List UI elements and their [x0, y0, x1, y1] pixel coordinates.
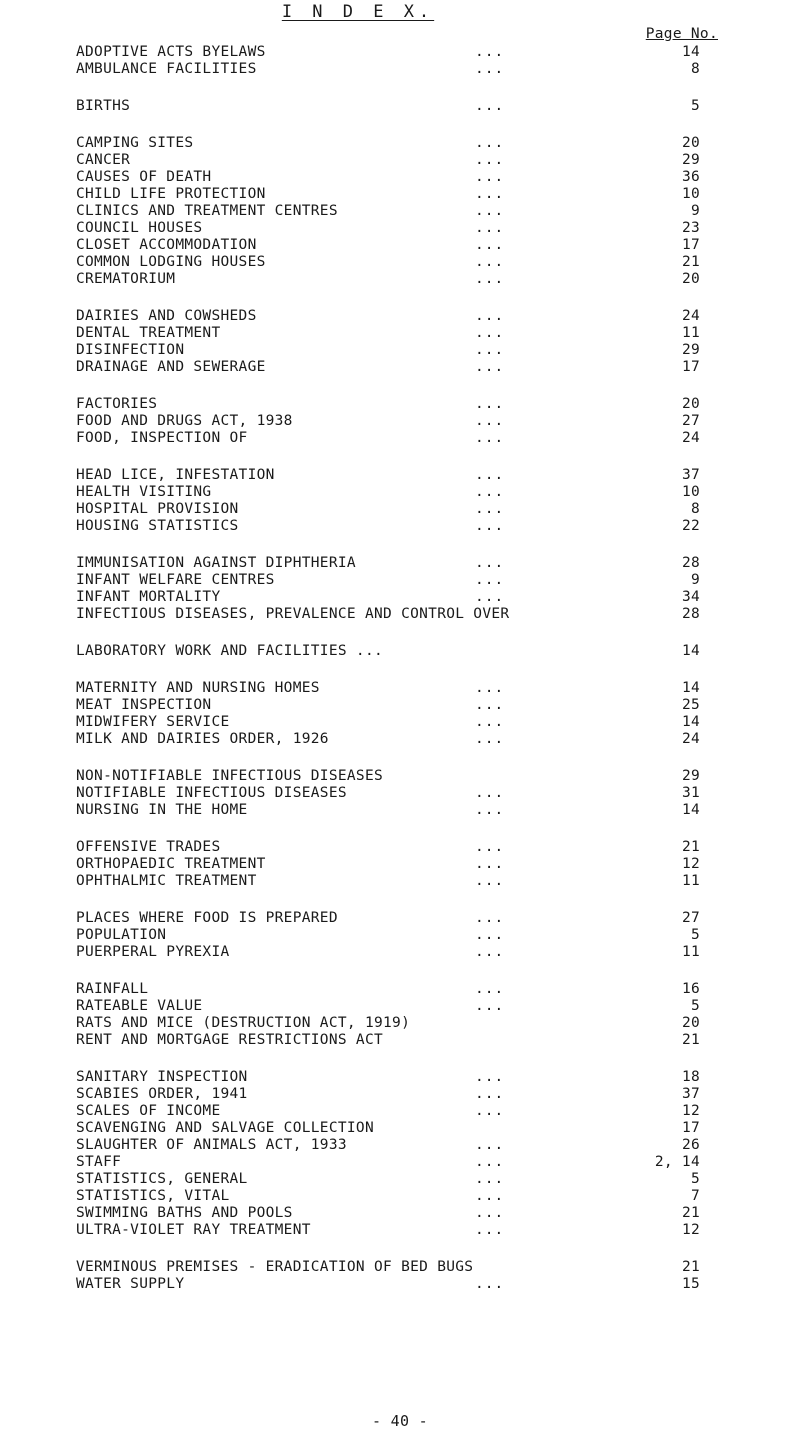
index-entry-leader: ...	[475, 910, 505, 926]
index-entry-name: DAIRIES AND COWSHEDS	[76, 308, 257, 324]
index-entry	[0, 1222, 800, 1239]
index-entry-name: INFANT WELFARE CENTRES	[76, 572, 275, 588]
index-entry	[0, 927, 800, 944]
index-entry	[0, 572, 800, 589]
index-entry-leader: ...	[475, 44, 505, 60]
index-entry-page: 24	[681, 430, 700, 446]
index-entry-page: 28	[681, 555, 700, 571]
index-entry-name: MIDWIFERY SERVICE	[76, 714, 230, 730]
index-entry-page: 10	[681, 186, 700, 202]
index-group	[0, 680, 800, 748]
index-entry-leader: ...	[475, 169, 505, 185]
index-group	[0, 467, 800, 535]
index-entries	[0, 44, 800, 1313]
index-entry-leader: ...	[475, 1188, 505, 1204]
index-entry-page: 21	[681, 1205, 700, 1221]
index-entry-page: 7	[690, 1188, 700, 1204]
index-entry-leader: ...	[475, 856, 505, 872]
index-entry-page: 10	[681, 484, 700, 500]
index-entry-name: CHILD LIFE PROTECTION	[76, 186, 266, 202]
index-entry	[0, 325, 800, 342]
index-entry	[0, 186, 800, 203]
index-entry-page: 17	[681, 1120, 700, 1136]
index-entry-name: NOTIFIABLE INFECTIOUS DISEASES	[76, 785, 347, 801]
index-entry-page: 34	[681, 589, 700, 605]
index-entry	[0, 1259, 800, 1276]
index-entry-page: 21	[681, 1032, 700, 1048]
index-entry-page: 21	[681, 254, 700, 270]
index-entry-leader: ...	[475, 308, 505, 324]
index-entry-leader: ...	[475, 271, 505, 287]
index-entry-leader: ...	[475, 237, 505, 253]
index-entry-page: 11	[681, 944, 700, 960]
index-entry-name: HEAD LICE, INFESTATION	[76, 467, 275, 483]
index-entry	[0, 944, 800, 961]
index-entry	[0, 484, 800, 501]
index-entry	[0, 981, 800, 998]
index-entry-page: 17	[681, 359, 700, 375]
index-entry-page: 23	[681, 220, 700, 236]
index-entry-leader: ...	[475, 61, 505, 77]
index-entry-name: DISINFECTION	[76, 342, 185, 358]
index-entry	[0, 1015, 800, 1032]
index-entry	[0, 135, 800, 152]
index-entry-page: 20	[681, 396, 700, 412]
index-entry-page: 26	[681, 1137, 700, 1153]
index-entry-leader: ...	[475, 1103, 505, 1119]
index-entry-name: LABORATORY WORK AND FACILITIES ...	[76, 643, 384, 659]
index-entry-leader: ...	[475, 697, 505, 713]
index-entry-leader: ...	[475, 680, 505, 696]
index-entry-page: 14	[681, 44, 700, 60]
index-entry-leader: ...	[475, 555, 505, 571]
index-entry-page: 14	[681, 643, 700, 659]
index-entry	[0, 555, 800, 572]
index-entry-name: CANCER	[76, 152, 131, 168]
index-entry-name: MEAT INSPECTION	[76, 697, 212, 713]
page-number-column-header: Page No.	[645, 26, 718, 42]
index-entry-name: RATS AND MICE (DESTRUCTION ACT, 1919)	[76, 1015, 411, 1031]
index-entry	[0, 203, 800, 220]
index-group	[0, 910, 800, 961]
index-entry	[0, 342, 800, 359]
index-entry-name: MILK AND DAIRIES ORDER, 1926	[76, 731, 329, 747]
index-entry-name: WATER SUPPLY	[76, 1276, 185, 1292]
index-entry-leader: ...	[475, 501, 505, 517]
index-group	[0, 768, 800, 819]
index-entry-page: 37	[681, 467, 700, 483]
index-entry-page: 20	[681, 135, 700, 151]
index-entry-page: 15	[681, 1276, 700, 1292]
index-entry-leader: ...	[475, 572, 505, 588]
index-entry-name: SCAVENGING AND SALVAGE COLLECTION	[76, 1120, 374, 1136]
index-entry-page: 29	[681, 342, 700, 358]
index-entry-page: 8	[690, 61, 700, 77]
index-entry-page: 17	[681, 237, 700, 253]
index-entry	[0, 237, 800, 254]
index-entry-leader: ...	[475, 135, 505, 151]
index-entry-name: STAFF	[76, 1154, 122, 1170]
index-entry	[0, 518, 800, 535]
index-entry-name: POPULATION	[76, 927, 167, 943]
index-group	[0, 555, 800, 623]
index-entry	[0, 680, 800, 697]
index-entry-page: 21	[681, 839, 700, 855]
index-entry-page: 12	[681, 856, 700, 872]
index-entry	[0, 1154, 800, 1171]
index-entry-leader: ...	[475, 467, 505, 483]
index-entry	[0, 1171, 800, 1188]
index-entry	[0, 606, 800, 623]
page-footer-number: - 40 -	[372, 1412, 428, 1430]
index-entry-name: SCABIES ORDER, 1941	[76, 1086, 248, 1102]
index-entry-name: RATEABLE VALUE	[76, 998, 203, 1014]
index-entry-leader: ...	[475, 342, 505, 358]
index-entry-page: 14	[681, 802, 700, 818]
index-entry-leader: ...	[475, 518, 505, 534]
index-entry	[0, 44, 800, 61]
index-entry-name: FACTORIES	[76, 396, 158, 412]
index-entry-page: 16	[681, 981, 700, 997]
index-group	[0, 44, 800, 78]
index-entry-leader: ...	[475, 254, 505, 270]
index-entry-name: CLOSET ACCOMMODATION	[76, 237, 257, 253]
index-entry-leader: ...	[475, 731, 505, 747]
index-entry	[0, 152, 800, 169]
index-entry	[0, 873, 800, 890]
index-entry-leader: ...	[475, 1069, 505, 1085]
index-entry-name: NURSING IN THE HOME	[76, 802, 248, 818]
index-entry-name: RENT AND MORTGAGE RESTRICTIONS ACT	[76, 1032, 384, 1048]
index-entry	[0, 1069, 800, 1086]
index-entry	[0, 1120, 800, 1137]
index-entry-name: DRAINAGE AND SEWERAGE	[76, 359, 266, 375]
index-entry-name: CLINICS AND TREATMENT CENTRES	[76, 203, 338, 219]
index-entry-name: SANITARY INSPECTION	[76, 1069, 248, 1085]
index-entry-name: INFECTIOUS DISEASES, PREVALENCE AND CONTROL OVER	[76, 606, 510, 622]
index-entry	[0, 308, 800, 325]
index-entry	[0, 1188, 800, 1205]
index-entry	[0, 910, 800, 927]
index-entry	[0, 1103, 800, 1120]
index-entry-page: 28	[681, 606, 700, 622]
index-entry-page: 27	[681, 910, 700, 926]
index-entry	[0, 1205, 800, 1222]
index-entry-leader: ...	[475, 1205, 505, 1221]
index-entry-page: 12	[681, 1222, 700, 1238]
index-entry-name: SLAUGHTER OF ANIMALS ACT, 1933	[76, 1137, 347, 1153]
index-entry-name: AMBULANCE FACILITIES	[76, 61, 257, 77]
index-entry-name: INFANT MORTALITY	[76, 589, 221, 605]
index-entry-name: STATISTICS, GENERAL	[76, 1171, 248, 1187]
index-entry	[0, 98, 800, 115]
index-entry-name: OPHTHALMIC TREATMENT	[76, 873, 257, 889]
index-entry-leader: ...	[475, 1276, 505, 1292]
index-entry-leader: ...	[475, 802, 505, 818]
index-entry-name: CREMATORIUM	[76, 271, 176, 287]
index-entry-name: STATISTICS, VITAL	[76, 1188, 230, 1204]
index-entry	[0, 396, 800, 413]
index-entry-leader: ...	[475, 839, 505, 855]
index-group	[0, 643, 800, 660]
index-entry-leader: ...	[475, 430, 505, 446]
index-entry	[0, 589, 800, 606]
index-entry-leader: ...	[475, 1154, 505, 1170]
index-entry-name: CAMPING SITES	[76, 135, 194, 151]
index-entry-name: DENTAL TREATMENT	[76, 325, 221, 341]
index-entry-page: 5	[690, 98, 700, 114]
index-entry-name: SCALES OF INCOME	[76, 1103, 221, 1119]
index-group	[0, 981, 800, 1049]
index-entry-leader: ...	[475, 589, 505, 605]
index-entry-name: HOSPITAL PROVISION	[76, 501, 239, 517]
index-entry-page: 5	[690, 927, 700, 943]
index-entry-page: 11	[681, 873, 700, 889]
index-entry-leader: ...	[475, 981, 505, 997]
index-entry-leader: ...	[475, 1222, 505, 1238]
index-entry-page: 14	[681, 714, 700, 730]
index-entry-page: 24	[681, 308, 700, 324]
index-entry-leader: ...	[475, 1137, 505, 1153]
index-entry-page: 9	[690, 203, 700, 219]
index-group	[0, 98, 800, 115]
index-entry	[0, 768, 800, 785]
index-entry	[0, 169, 800, 186]
index-entry-leader: ...	[475, 484, 505, 500]
index-entry	[0, 413, 800, 430]
index-entry-page: 29	[681, 152, 700, 168]
index-entry-leader: ...	[475, 186, 505, 202]
index-entry-name: HOUSING STATISTICS	[76, 518, 239, 534]
index-entry-page: 5	[690, 998, 700, 1014]
index-entry-leader: ...	[475, 944, 505, 960]
index-entry-page: 29	[681, 768, 700, 784]
index-entry-name: SWIMMING BATHS AND POOLS	[76, 1205, 293, 1221]
index-entry	[0, 61, 800, 78]
index-entry-name: BIRTHS	[76, 98, 131, 114]
index-entry-name: FOOD AND DRUGS ACT, 1938	[76, 413, 293, 429]
index-entry	[0, 1137, 800, 1154]
index-entry-page: 31	[681, 785, 700, 801]
index-group	[0, 839, 800, 890]
index-entry-page: 5	[690, 1171, 700, 1187]
index-entry-page: 21	[681, 1259, 700, 1275]
index-entry-leader: ...	[475, 785, 505, 801]
index-entry-page: 22	[681, 518, 700, 534]
index-entry-page: 20	[681, 271, 700, 287]
index-entry-leader: ...	[475, 203, 505, 219]
index-entry	[0, 430, 800, 447]
index-entry-name: ORTHOPAEDIC TREATMENT	[76, 856, 266, 872]
index-entry-name: CAUSES OF DEATH	[76, 169, 212, 185]
index-entry-page: 2, 14	[654, 1154, 700, 1170]
index-entry-name: COUNCIL HOUSES	[76, 220, 203, 236]
index-entry-leader: ...	[475, 396, 505, 412]
index-entry-name: IMMUNISATION AGAINST DIPHTHERIA	[76, 555, 356, 571]
index-entry-name: PUERPERAL PYREXIA	[76, 944, 230, 960]
index-entry	[0, 220, 800, 237]
index-entry-name: HEALTH VISITING	[76, 484, 212, 500]
index-entry	[0, 1032, 800, 1049]
index-entry-leader: ...	[475, 325, 505, 341]
index-entry-leader: ...	[475, 98, 505, 114]
index-entry-page: 18	[681, 1069, 700, 1085]
index-entry-page: 24	[681, 731, 700, 747]
index-entry-page: 37	[681, 1086, 700, 1102]
index-entry	[0, 697, 800, 714]
index-entry	[0, 714, 800, 731]
index-entry-name: MATERNITY AND NURSING HOMES	[76, 680, 320, 696]
index-entry	[0, 359, 800, 376]
index-entry	[0, 802, 800, 819]
index-entry-name: FOOD, INSPECTION OF	[76, 430, 248, 446]
index-entry	[0, 467, 800, 484]
index-group	[0, 1069, 800, 1239]
index-entry-name: RAINFALL	[76, 981, 149, 997]
index-entry-page: 9	[690, 572, 700, 588]
index-entry	[0, 1086, 800, 1103]
index-entry-leader: ...	[475, 873, 505, 889]
index-entry-page: 8	[690, 501, 700, 517]
index-entry-leader: ...	[475, 359, 505, 375]
index-entry-name: ADOPTIVE ACTS BYELAWS	[76, 44, 266, 60]
index-entry-page: 36	[681, 169, 700, 185]
index-entry-page: 11	[681, 325, 700, 341]
index-entry-name: NON-NOTIFIABLE INFECTIOUS DISEASES	[76, 768, 384, 784]
index-entry	[0, 998, 800, 1015]
index-entry	[0, 1276, 800, 1293]
index-entry-leader: ...	[475, 413, 505, 429]
index-entry-leader: ...	[475, 1171, 505, 1187]
index-entry-page: 12	[681, 1103, 700, 1119]
index-entry-page: 27	[681, 413, 700, 429]
index-group	[0, 308, 800, 376]
index-entry	[0, 501, 800, 518]
index-entry-leader: ...	[475, 714, 505, 730]
index-entry-page: 25	[681, 697, 700, 713]
index-entry	[0, 731, 800, 748]
index-entry-leader: ...	[475, 998, 505, 1014]
index-entry-leader: ...	[475, 1086, 505, 1102]
index-entry-page: 14	[681, 680, 700, 696]
index-entry	[0, 785, 800, 802]
index-group	[0, 1259, 800, 1293]
index-group	[0, 135, 800, 288]
index-entry	[0, 254, 800, 271]
index-entry	[0, 643, 800, 660]
index-entry-name: OFFENSIVE TRADES	[76, 839, 221, 855]
index-entry-leader: ...	[475, 927, 505, 943]
index-entry-leader: ...	[475, 220, 505, 236]
index-group	[0, 396, 800, 447]
index-entry-name: ULTRA-VIOLET RAY TREATMENT	[76, 1222, 311, 1238]
page-title: I N D E X.	[281, 2, 435, 22]
index-entry-leader: ...	[475, 152, 505, 168]
index-entry-page: 20	[681, 1015, 700, 1031]
index-entry-name: COMMON LODGING HOUSES	[76, 254, 266, 270]
index-entry	[0, 271, 800, 288]
index-entry-name: VERMINOUS PREMISES - ERADICATION OF BED BUGS	[76, 1259, 474, 1275]
index-entry	[0, 839, 800, 856]
index-entry	[0, 856, 800, 873]
index-entry-name: PLACES WHERE FOOD IS PREPARED	[76, 910, 338, 926]
